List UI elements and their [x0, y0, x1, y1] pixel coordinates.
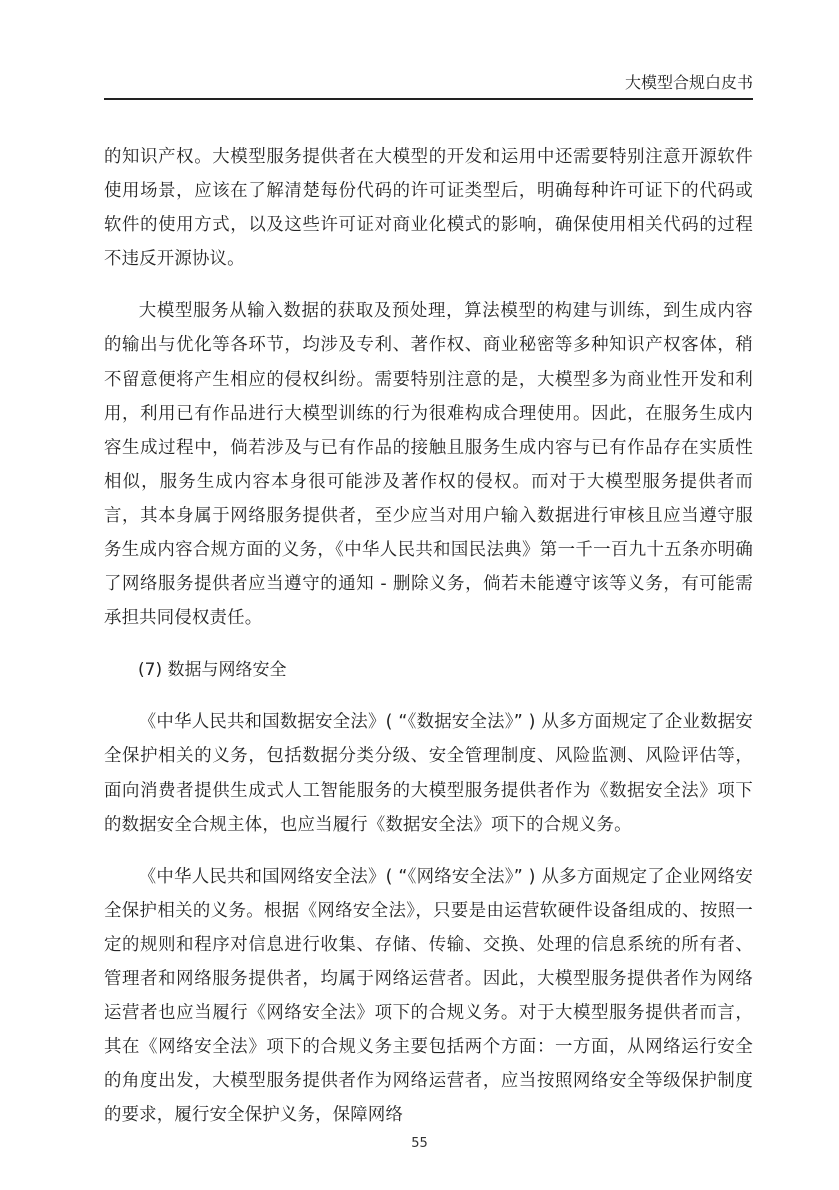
header-title: 大模型合规白皮书 — [624, 73, 753, 92]
paragraph-ip-infringement: 大模型服务从输入数据的获取及预处理，算法模型的构建与训练，到生成内容的输出与优化等各环节，均涉及专利、著作权、商业秘密等多种知识产权客体，稍不留意便将产生相应的侵权纠纷。需要特别注意的是，大模型多为商业性开发和利用，利用已有作品进行大模型训练的行为很难构成合理使用。因此，在服务生成内容生成过程中，倘若涉及与已有作品的接触且服务生成内容与已有作品存在实质性相似，服务生成内容本身很可能涉及著作权的侵权。而对于大模型服务提供者而言，其本身属于网络服务提供者，至少应当对用户输入数据进行审核且应当遵守服务生成内容合规方面的义务，《中华人民共和国民法典》第一千一百九十五条亦明确了网络服务提供者应当遵守的通知 - 删除义务，倘若未能遵守该等义务，有可能需承担共同侵权责任。 — [104, 301, 753, 629]
paragraph-continuation: 的知识产权。大模型服务提供者在大模型的开发和运用中还需要特别注意开源软件使用场景，应该在了解清楚每份代码的许可证类型后，明确每种许可证下的代码或软件的使用方式，以及这些许可证对商业化模式的影响，确保使用相关代码的过程不违反开源协议。 — [104, 147, 753, 270]
section-heading: (7) 数据与网络安全 — [138, 660, 287, 681]
header-divider — [104, 98, 753, 100]
paragraph-cybersecurity-law: 《中华人民共和国网络安全法》( “《网络安全法》” ) 从多方面规定了企业网络安全保护相关的义务。根据《网络安全法》，只要是由运营软硬件设备组成的、按照一定的规则和程序对信息进行收集、存储、传输、交换、处理的信息系统的所有者、管理者和网络服务提供者，均属于网络运营者。因此，大模型服务提供者作为网络运营者也应当履行《网络安全法》项下的合规义务。对于大模型服务提供者而言，其在《网络安全法》项下的合规义务主要包括两个方面：一方面，从网络运行安全的角度出发，大模型服务提供者作为网络运营者，应当按照网络安全等级保护制度的要求，履行安全保护义务，保障网络 — [104, 866, 753, 1126]
paragraph-data-security-law: 《中华人民共和国数据安全法》( “《数据安全法》” ) 从多方面规定了企业数据安全保护相关的义务，包括数据分类分级、安全管理制度、风险监测、风险评估等，面向消费者提供生成式人工智能服务的大模型服务提供者作为《数据安全法》项下的数据安全合规主体，也应当履行《数据安全法》项下的合规义务。 — [104, 712, 753, 835]
page-body — [104, 140, 753, 1132]
page-number: 55 — [411, 1136, 428, 1151]
